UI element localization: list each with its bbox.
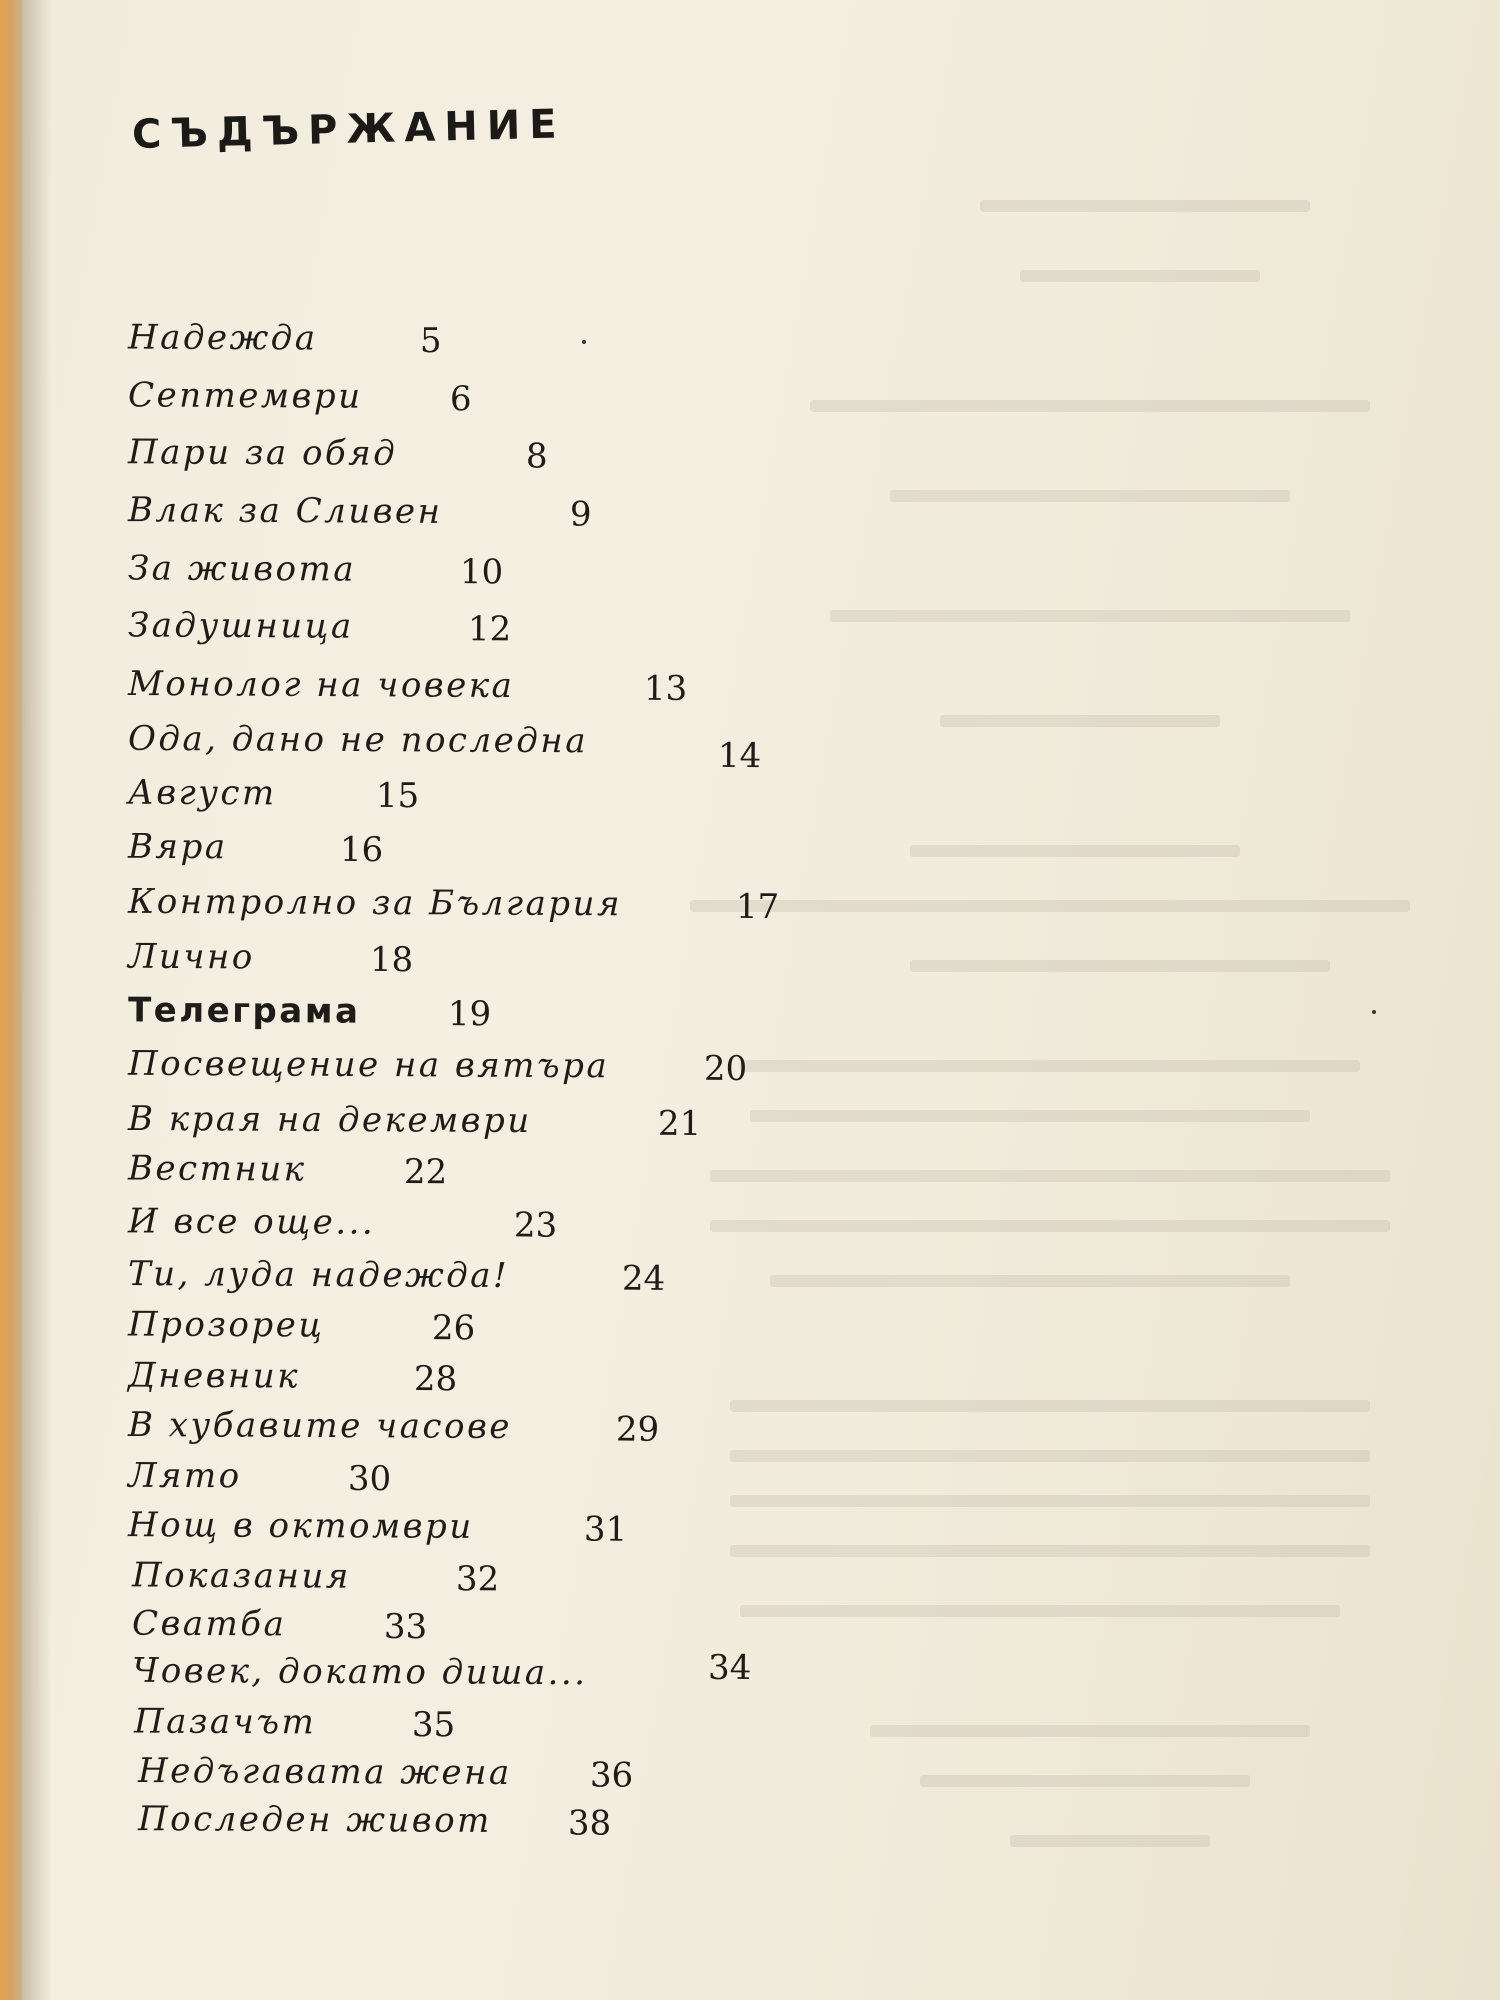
toc-entry-page: 10 <box>459 552 504 593</box>
toc-entry-page: 18 <box>369 939 414 981</box>
toc-entry <box>127 432 548 477</box>
toc-entry <box>127 490 592 535</box>
toc-entry <box>127 1098 702 1144</box>
toc-entry-title: Септември <box>127 375 363 417</box>
toc-entry <box>127 936 414 981</box>
toc-entry-page: 5 <box>419 321 442 362</box>
toc-entry-page: 17 <box>735 886 780 928</box>
toc-entry-title: Вестник <box>127 1148 307 1190</box>
toc-entry-page: 16 <box>339 829 384 871</box>
toc-entry <box>127 1201 558 1246</box>
toc-entry-title: Показания <box>131 1555 351 1597</box>
toc-entry-title: Контролно за България <box>127 881 623 925</box>
toc-entry <box>131 1555 500 1600</box>
toc-entry <box>137 1799 612 1844</box>
toc-entry <box>127 881 780 928</box>
toc-entry-page: 14 <box>717 735 762 777</box>
toc-entry-title: Дневник <box>127 1355 301 1397</box>
toc-entry-title: Последен живот <box>137 1799 492 1841</box>
toc-entry <box>127 1148 448 1193</box>
toc-entry-page: 12 <box>467 609 512 650</box>
toc-entry-page: 20 <box>703 1048 748 1089</box>
toc-entry-title: И все още... <box>127 1201 376 1243</box>
toc-entry-page: 32 <box>455 1559 500 1600</box>
paper-speck <box>1372 1010 1376 1014</box>
toc-entry-page: 22 <box>403 1151 448 1193</box>
toc-entry-title: Влак за Сливен <box>127 490 443 532</box>
toc-entry <box>127 990 492 1035</box>
toc-entry-page: 33 <box>383 1606 428 1648</box>
toc-entry-title: Август <box>127 772 277 814</box>
toc-entry-title: Посвещение на вятъра <box>127 1043 610 1087</box>
toc-entry-page: 8 <box>525 436 548 477</box>
toc-entry <box>127 826 384 871</box>
book-spine <box>0 0 22 2000</box>
toc-entry-page: 19 <box>447 994 492 1035</box>
toc-entry-title: Вяра <box>127 826 228 868</box>
toc-entry-page: 13 <box>643 668 688 709</box>
toc-entry-title: Надежда <box>127 317 318 359</box>
toc-entry-title: Лято <box>127 1455 242 1497</box>
toc-entry-title: Ода, дано не последна <box>127 718 589 762</box>
toc-entry-page: 28 <box>413 1359 458 1400</box>
toc-entry-title: Недъгавата жена <box>137 1751 512 1793</box>
toc-entry <box>131 1603 428 1648</box>
toc-entry <box>127 605 512 650</box>
toc-entry-title: В хубавите часове <box>127 1404 513 1448</box>
toc-entry <box>127 1304 476 1349</box>
toc-entry <box>131 1647 752 1694</box>
toc-entry-page: 31 <box>583 1509 628 1550</box>
toc-entry <box>127 1455 392 1500</box>
toc-entry <box>133 1701 456 1746</box>
toc-entry-title: Пари за обяд <box>127 432 398 474</box>
toc-entry-page: 29 <box>615 1409 660 1450</box>
toc-entry-title: Нощ в октомври <box>127 1505 474 1547</box>
toc-entry-page: 15 <box>375 775 420 817</box>
toc-entry-page: 36 <box>589 1755 634 1796</box>
spine-shadow <box>22 0 52 2000</box>
toc-entry-page: 21 <box>657 1103 702 1144</box>
toc-entry <box>137 1751 634 1796</box>
toc-entry-page: 6 <box>449 379 472 420</box>
toc-entry <box>127 1355 458 1400</box>
toc-entry <box>127 1505 628 1550</box>
toc-entry <box>127 718 762 777</box>
toc-entry <box>127 1254 666 1299</box>
toc-entry-title: За живота <box>127 548 357 590</box>
toc-entry-title: Телеграма <box>127 990 361 1032</box>
toc-entry <box>127 317 442 362</box>
toc-entry-title: В края на декември <box>127 1098 532 1142</box>
toc-entry <box>127 1043 748 1089</box>
toc-entry-title: Ти, луда надежда! <box>127 1254 510 1296</box>
toc-entry-page: 34 <box>707 1647 752 1689</box>
toc-entry-page: 35 <box>411 1704 456 1746</box>
toc-entry <box>127 375 472 420</box>
toc-entry <box>127 548 504 593</box>
paper-speck <box>582 340 586 344</box>
toc-entry-page: 30 <box>347 1458 392 1500</box>
toc-entry-page: 9 <box>569 494 592 535</box>
toc-entry <box>127 663 688 709</box>
toc-entry-page: 38 <box>567 1803 612 1844</box>
toc-entry-title: Човек, докато диша... <box>131 1650 588 1694</box>
toc-entry-title: Монолог на човека <box>127 663 515 707</box>
toc-entry-title: Пазачът <box>133 1701 317 1743</box>
toc-entry-page: 26 <box>431 1308 476 1349</box>
toc-entry <box>127 772 420 817</box>
toc-entry-title: Лично <box>127 936 255 978</box>
toc-entry-title: Задушница <box>127 605 354 647</box>
toc-entry-title: Сватба <box>131 1603 287 1645</box>
toc-entry <box>127 1404 660 1450</box>
toc-entry-title: Прозорец <box>127 1304 325 1346</box>
toc-entry-page: 24 <box>621 1258 666 1299</box>
page-title: СЪДЪРЖАНИЕ <box>131 101 567 158</box>
toc-entry-page: 23 <box>513 1205 558 1246</box>
